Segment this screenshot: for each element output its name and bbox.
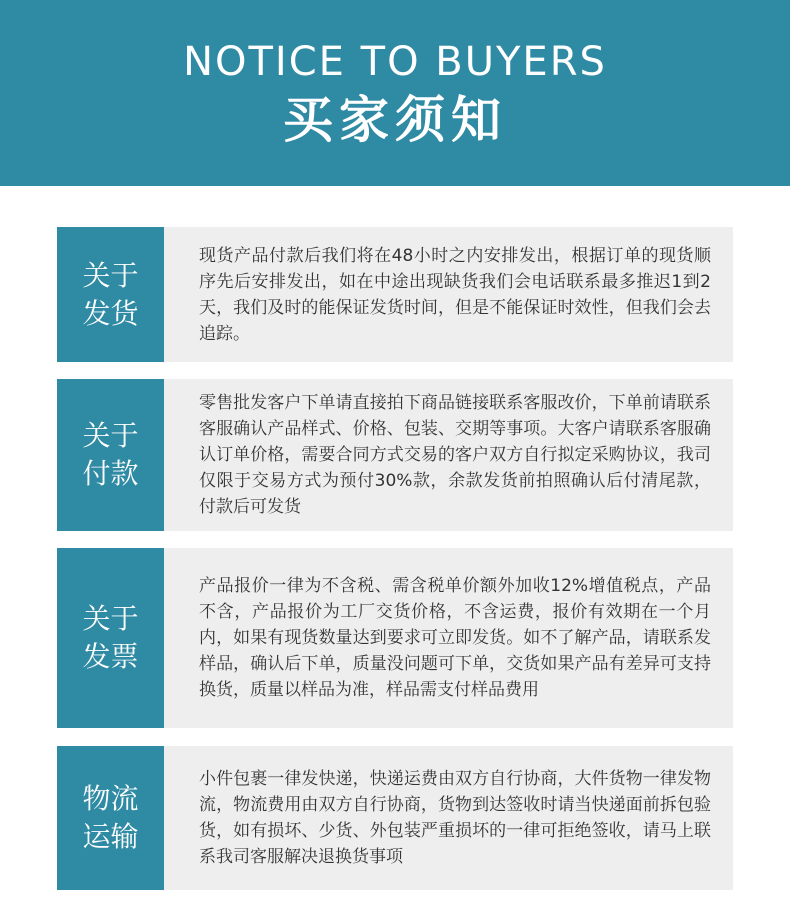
- notice-payment: [57, 379, 733, 531]
- notice-invoice: [57, 548, 733, 728]
- notice-text: 产品报价一律为不含税、需含税单价额外加收12%增值税点，产品不含，产品报价为工厂交货价格，不含运费，报价有效期在一个月内，如果有现货数量达到要求可立即发货。如不了解产品，请联系发样品，确认后下单，质量没问题可下单，交货如果产品有差异可支持换货，质量以样品为准，样品需支付样品费用: [199, 576, 711, 700]
- notice-label-box: [57, 227, 164, 362]
- notice-logistics: [57, 746, 733, 890]
- header-title-cn: 买家须知: [283, 91, 507, 149]
- notice-label-box: [57, 746, 164, 890]
- notice-body: [199, 379, 711, 531]
- notice-text: 零售批发客户下单请直接拍下商品链接联系客服改价，下单前请联系客服确认产品样式、价格、包装、交期等事项。大客户请联系客服确认订单价格，需要合同方式交易的客户双方自行拟定采购协议，我司仅限于交易方式为预付30%款，余款发货前拍照确认后付清尾款，付款后可发货: [199, 393, 711, 517]
- notice-label-box: [57, 548, 164, 728]
- header-banner: [0, 0, 790, 186]
- notice-label-box: [57, 379, 164, 531]
- header-title-en: NOTICE TO BUYERS: [183, 39, 607, 85]
- notice-label: 关于发票: [82, 602, 139, 673]
- notice-label: 关于付款: [82, 419, 139, 490]
- notice-text: 现货产品付款后我们将在48小时之内安排发出，根据订单的现货顺序先后安排发出，如在中途出现缺货我们会电话联系最多推迟1到2天，我们及时的能保证发货时间，但是不能保证时效性，但我们会去追踪。: [199, 245, 711, 344]
- notice-shipping: [57, 227, 733, 362]
- notice-body: [199, 227, 711, 362]
- notice-label: 物流运输: [82, 782, 139, 853]
- notice-label: 关于发货: [82, 258, 139, 330]
- notice-body: [199, 548, 711, 728]
- notice-text: 小件包裹一律发快递，快递运费由双方自行协商，大件货物一律发物流，物流费用由双方自行协商，货物到达签收时请当快递面前拆包验货，如有损坏、少货、外包装严重损坏的一律可拒绝签收，请马上联系我司客服解决退换货事项: [199, 769, 711, 867]
- notice-body: [199, 746, 711, 890]
